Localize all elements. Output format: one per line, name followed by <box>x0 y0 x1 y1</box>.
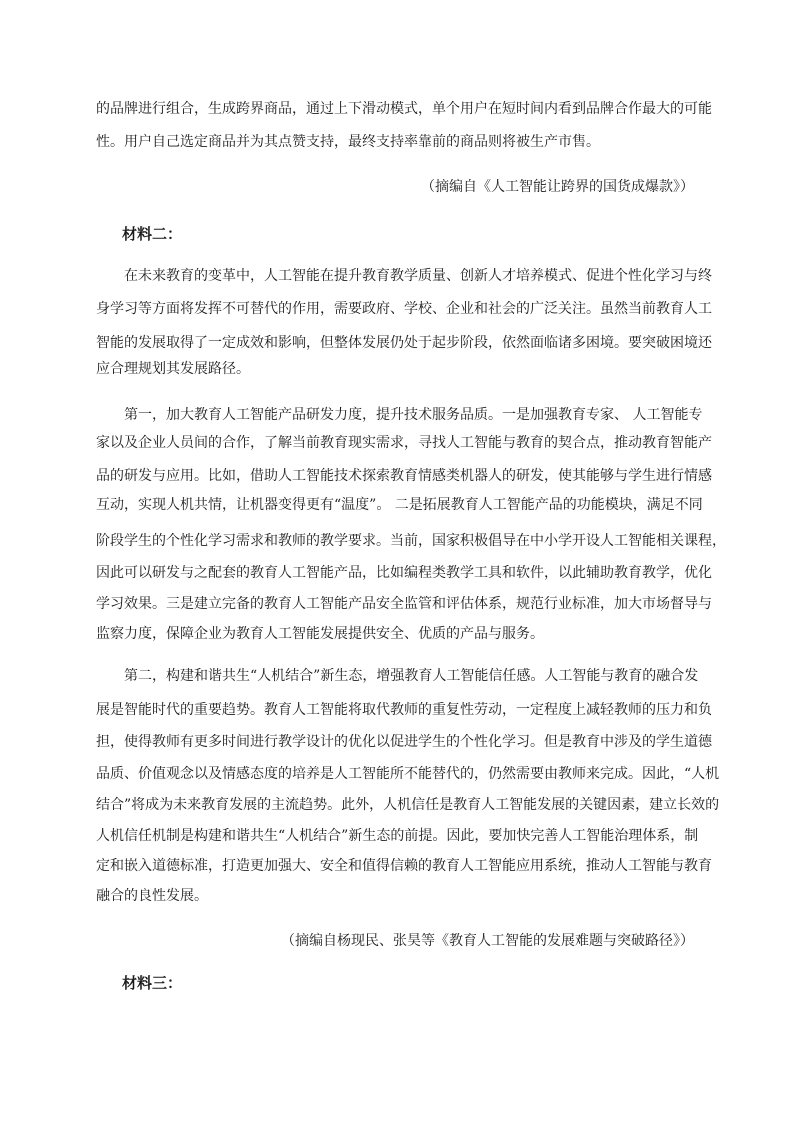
text-line: 人机信任机制是构建和谐共生“人机结合”新生态的前提。因此，要加快完善人工智能治理体系，制 <box>96 828 699 844</box>
text-line: 融合的良性发展。 <box>96 888 208 904</box>
text-line: 阶段学生的个性化学习需求和教师的教学要求。当前，国家积极倡导在中小学开设人工智能相关课程， <box>96 533 726 549</box>
text-line: 品质、价值观念以及情感态度的培养是人工智能所不能替代的，仍然需要由教师来完成。因此，“人机 <box>96 766 720 782</box>
text-line: 定和嵌入道德标准，打造更加强大、安全和值得信赖的教育人工智能应用系统，推动人工智能与教育 <box>96 858 712 874</box>
text-line: 结合”将成为未来教育发展的主流趋势。此外，人机信任是教育人工智能发展的关键因素，建立长效的 <box>96 797 720 813</box>
text-line: 智能的发展取得了一定成效和影响，但整体发展仍处于起步阶段，依然面临诸多困境。要突破困境还 <box>96 335 712 351</box>
text-line: 担，使得教师有更多时间进行教学设计的优化以促进学生的个性化学习。但是教育中涉及的学生道德 <box>96 734 712 750</box>
section-heading-material-2: 材料二： <box>122 225 183 243</box>
section-heading-material-3: 材料三： <box>122 974 183 992</box>
text-line: 展是智能时代的重要趋势。教育人工智能将取代教师的重复性劳动，一定程度上减轻教师的压力和负 <box>96 702 712 718</box>
text-line: 的品牌进行组合，生成跨界商品，通过上下滑动模式，单个用户在短时间内看到品牌合作最大的可能 <box>96 101 712 117</box>
text-line: 品的研发与应用。比如，借助人工智能技术探索教育情感类机器人的研发，使其能够与学生进行情感 <box>96 468 712 484</box>
text-line: 第一，加大教育人工智能产品研发力度，提升技术服务品质。一是加强教育专家、 人工智能专 <box>124 407 703 423</box>
text-line: 因此可以研发与之配套的教育人工智能产品，比如编程类教学工具和软件，以此辅助教育教学，优化 <box>96 565 712 581</box>
text-line: 应合理规划其发展路径。 <box>96 361 250 377</box>
source-citation-1: （摘编自《人工智能让跨界的国货成爆款》） <box>421 179 694 195</box>
text-line: 第二，构建和谐共生“人机结合”新生态，增强教育人工智能信任感。人工智能与教育的融合发 <box>124 668 699 684</box>
text-line: 家以及企业人员间的合作，了解当前教育现实需求，寻找人工智能与教育的契合点，推动教育智能产 <box>96 435 712 451</box>
source-citation-2: （摘编自杨现民、张昊等《教育人工智能的发展难题与突破路径》） <box>281 933 694 949</box>
text-line: 身学习等方面将发挥不可替代的作用，需要政府、学校、企业和社会的广泛关注。虽然当前教育人工 <box>96 301 712 317</box>
text-line: 学习效果。三是建立完备的教育人工智能产品安全监管和评估体系，规范行业标准，加大市场督导与 <box>96 596 712 612</box>
text-line: 互动，实现人机共情，让机器变得更有“温度”。 二是拓展教育人工智能产品的功能模块，满足不同 <box>96 497 703 513</box>
text-line: 在未来教育的变革中，人工智能在提升教育教学质量、创新人才培养模式、促进个性化学习与终 <box>124 268 712 284</box>
text-line: 监察力度，保障企业为教育人工智能发展提供安全、优质的产品与服务。 <box>96 626 544 642</box>
text-line: 性。用户自己选定商品并为其点赞支持，最终支持率靠前的商品则将被生产市售。 <box>96 134 600 150</box>
